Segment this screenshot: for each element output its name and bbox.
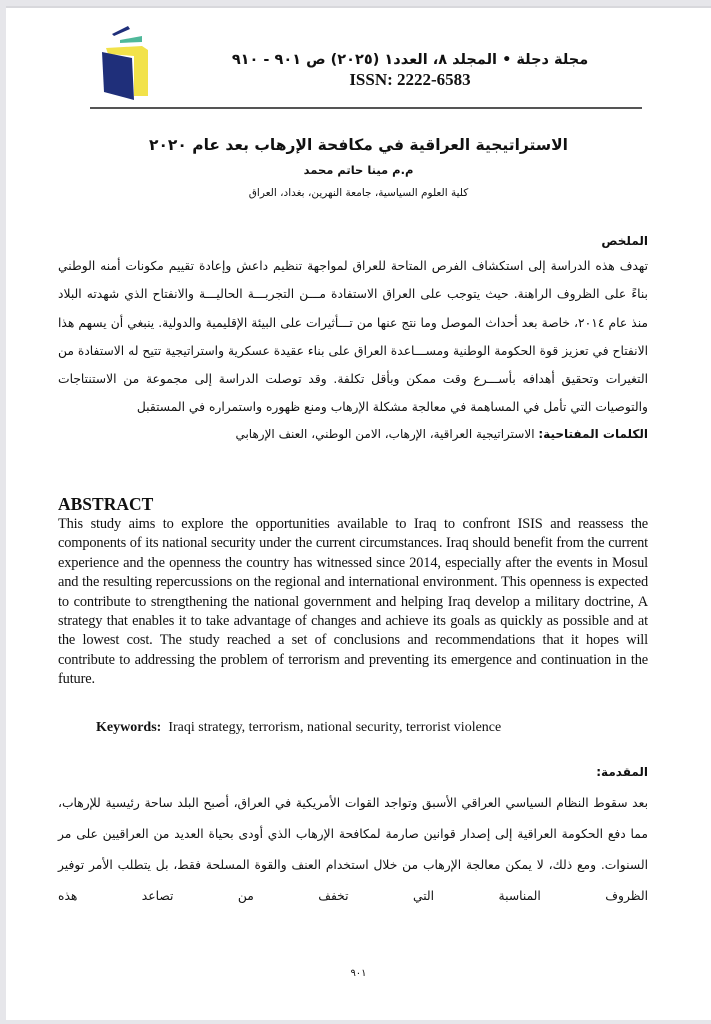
introduction-heading: المقدمة: bbox=[596, 765, 648, 779]
author-affiliation: كلية العلوم السياسية، جامعة النهرين، بغداد، العراق bbox=[248, 187, 469, 199]
introduction-body: بعد سقوط النظام السياسي العراقي الأسبق وتواجد القوات الأمريكية في العراق، أصبح البلد ساحة رئيسية للإرهاب، مما دفع الحكومة العراقية إلى إصدار قوانين صارمة لمكافحة الإرهاب الذي أودى بحياة العديد من العراقيين على مر السنوات. ومع ذلك، لا يمكن معالجة الإرهاب من خلال استخدام العنف والقوة المسلحة فقط، بل يتطلب الأمر توفير الظروف المناسبة التي تخفف من تصاعد هذه bbox=[58, 796, 648, 903]
arabic-keywords-list: الاستراتيجية العراقية، الإرهاب، الامن الوطني، العنف الإرهابي bbox=[235, 426, 535, 441]
journal-book-logo-icon bbox=[98, 22, 154, 102]
journal-header bbox=[90, 16, 650, 106]
english-keywords-label: Keywords: bbox=[96, 720, 162, 735]
english-abstract-body: This study aims to explore the opportunities available to Iraq to confront ISIS and reassess the components of its national security under the current circumstances. Iraq should benefit from the current experience and the openness the country has witnessed since 2014, especially after the events in Mosul and the resulting repercussions on the regional and international environment. This openness is expected to contribute to strengthening the national government and helping Iraq develop a military doctrine, A strategy that enables it to take advantage of changes and achieve its goals as quickly as possible and at the lowest cost. The study reached a set of conclusions and recommendations that it hopes will contribute to addressing the problem of terrorism and preventing its emergence and continuation in the future. bbox=[58, 516, 648, 688]
author-name: م.م مينا حاتم محمد bbox=[303, 163, 414, 177]
english-keywords-list: Iraqi strategy, terrorism, national security, terrorist violence bbox=[168, 720, 502, 735]
arabic-abstract-body: تهدف هذه الدراسة إلى استكشاف الفرص المتاحة للعراق لمواجهة تنظيم داعش وإعادة تقييم مكونات أمنه الوطني بناءً على الظروف الراهنة. حيث يتوجب على العراق الاستفادة مـــن التجربـــة الحاليـــة والانفتاح الذي شهدته البلاد منذ عام ٢٠١٤، خاصة بعد أحداث الموصل وما نتج عنها من تـــأثيرات على البيئة الإقليمية والدولية. ينبغي أن يسهم هذا الانفتاح في تعزيز قوة الحكومة الوطنية ومســـاعدة العراق على بناء عقيدة عسكرية واستراتيجية تتيح له الاستفادة من التغيرات وتحقيق أهدافه بأســـرع وقت ممكن وبأقل تكلفة. وقد توصلت الدراسة إلى مجموعة من الاستنتاجات والتوصيات التي تأمل في المساهمة في معالجة مشكلة الإرهاب ومنع ظهوره واستمراره في المستقبل bbox=[58, 259, 648, 415]
arabic-abstract-heading: الملخص bbox=[601, 234, 648, 248]
introduction-section bbox=[58, 762, 648, 912]
arabic-keywords bbox=[58, 422, 648, 446]
title-block bbox=[36, 133, 681, 202]
arabic-keywords-label: الكلمات المفتاحية: bbox=[538, 426, 648, 441]
journal-citation: مجلة دجلة • المجلد ٨، العدد١ (٢٠٢٥) ص ٩٠١ - ٩١٠ bbox=[231, 52, 589, 68]
paper-title: الاستراتيجية العراقية في مكافحة الإرهاب بعد عام ٢٠٢٠ bbox=[149, 136, 568, 154]
page-number: ٩٠١ bbox=[350, 968, 367, 979]
english-abstract bbox=[58, 493, 648, 690]
document-page bbox=[6, 6, 711, 1020]
issn: ISSN: 2222-6583 bbox=[349, 70, 471, 89]
header-divider bbox=[90, 107, 642, 109]
english-keywords bbox=[96, 718, 501, 738]
arabic-abstract bbox=[58, 230, 648, 446]
english-abstract-heading: ABSTRACT bbox=[58, 494, 154, 514]
